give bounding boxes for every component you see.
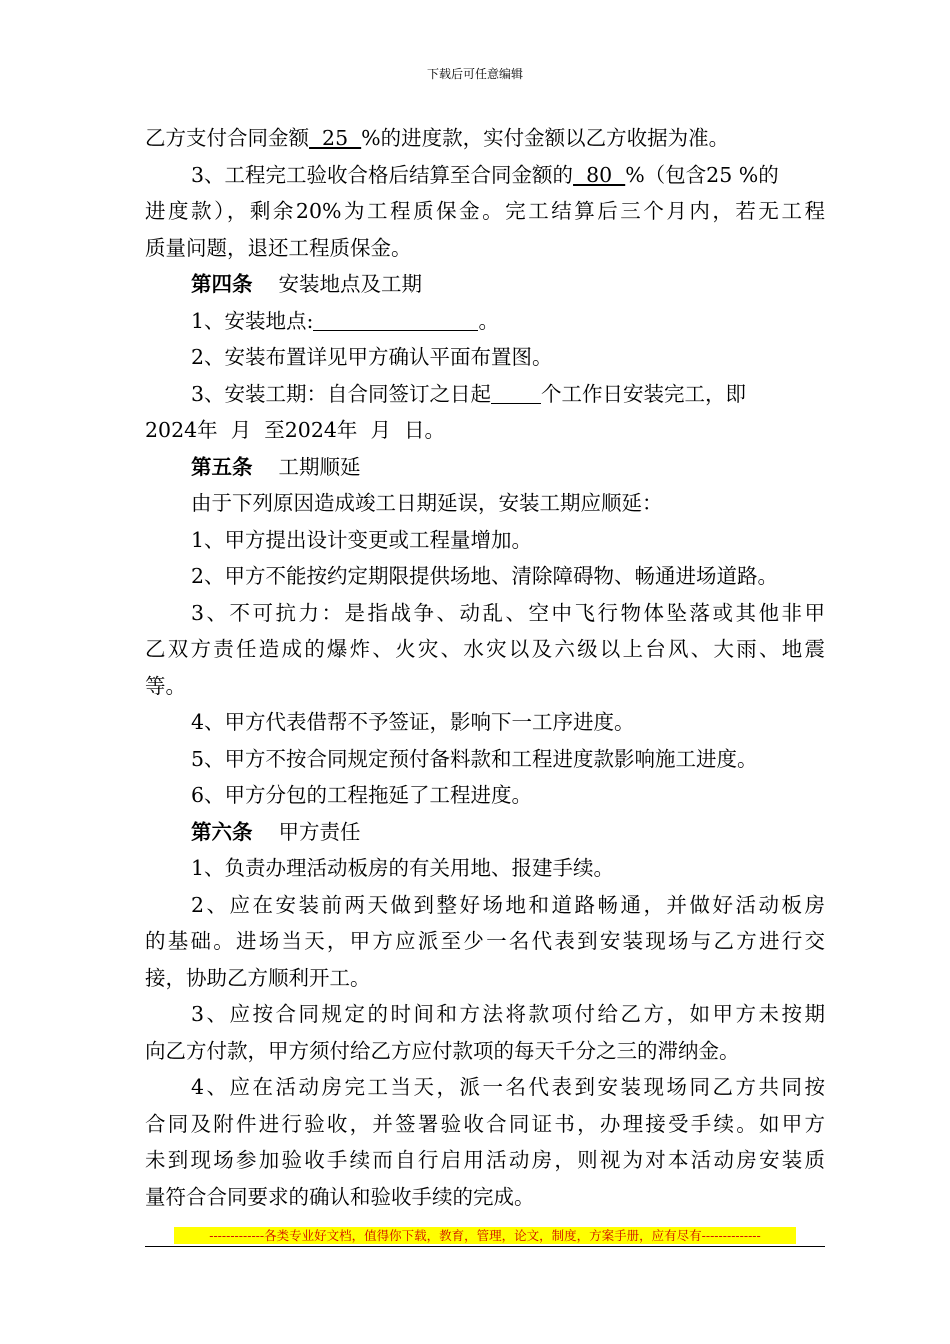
paragraph-line: 的基础。进场当天，甲方应派至少一名代表到安装现场与乙方进行交 (145, 929, 825, 953)
paragraph-line: 2、甲方不能按约定期限提供场地、清除障碍物、畅通进场道路。 (191, 564, 779, 588)
document-body (145, 120, 825, 1215)
article-heading (145, 266, 825, 303)
payment-percent-value: 25 (309, 126, 362, 150)
footer-promo-banner: -------------各类专业好文档，值得你下载，教育，管理，论文，制度，方案手册，应有尽有-------------- (174, 1227, 796, 1244)
footer-divider (145, 1246, 825, 1247)
paragraph-line: 4、应在活动房完工当天，派一名代表到安装现场同乙方共同按 (191, 1075, 825, 1099)
paragraph-line (145, 157, 825, 194)
article-number: 第四条 (191, 272, 253, 296)
paragraph-line: 量符合合同要求的确认和验收手续的完成。 (145, 1184, 535, 1209)
paragraph-line: 进度款），剩余20%为工程质保金。完工结算后三个月内，若无工程 (145, 199, 825, 223)
settlement-percent-value: 80 (573, 162, 626, 187)
paragraph-line (145, 120, 825, 157)
text-segment: 3、安装工期：自合同签订之日起 (191, 381, 492, 406)
paragraph-line: 1、负责办理活动板房的有关用地、报建手续。 (191, 856, 615, 880)
article-heading (145, 449, 825, 486)
paragraph-line: 6、甲方分包的工程拖延了工程进度。 (191, 783, 533, 807)
paragraph-line: 2024年 月 至2024年 月 日。 (145, 418, 445, 442)
header-note: 下载后可任意编辑 (426, 67, 523, 81)
text-segment: %（包含25 %的 (625, 162, 779, 187)
text-segment: 乙方支付合同金额 (145, 126, 309, 150)
text-segment: 3、工程完工验收合格后结算至合同金额的 (191, 162, 574, 187)
paragraph-line: 2、安装布置详见甲方确认平面布置图。 (191, 345, 553, 369)
paragraph-line: 3、应按合同规定的时间和方法将款项付给乙方，如甲方未按期 (191, 1002, 825, 1026)
paragraph-line (145, 376, 825, 413)
paragraph-line: 接，协助乙方顺利开工。 (145, 965, 371, 990)
article-title: 安装地点及工期 (278, 272, 422, 296)
paragraph-line: 5、甲方不按合同规定预付备料款和工程进度款影响施工进度。 (191, 746, 758, 771)
text-segment: 1、安装地点: (191, 308, 314, 333)
location-blank (313, 310, 478, 331)
paragraph-line: 2、应在安装前两天做到整好场地和道路畅通，并做好活动板房 (191, 892, 825, 917)
article-title: 工期顺延 (278, 454, 361, 479)
article-heading (145, 814, 825, 851)
article-title: 甲方责任 (278, 819, 361, 844)
paragraph-line: 4、甲方代表借帮不予签证，影响下一工序进度。 (191, 710, 635, 734)
paragraph-line: 未到现场参加验收手续而自行启用活动房，则视为对本活动房安装质 (145, 1148, 825, 1172)
paragraph-line: 1、甲方提出设计变更或工程量增加。 (191, 527, 533, 552)
text-segment: 。 (478, 308, 499, 333)
paragraph-line: 合同及附件进行验收，并签署验收合同证书，办理接受手续。如甲方 (145, 1111, 825, 1136)
paragraph-line: 向乙方付款，甲方须付给乙方应付款项的每天千分之三的滞纳金。 (145, 1038, 740, 1063)
paragraph-line: 质量问题，退还工程质保金。 (145, 235, 412, 260)
paragraph-line: 乙双方责任造成的爆炸、火灾、水灾以及六级以上台风、大雨、地震 (145, 637, 825, 661)
text-segment: 个工作日安装完工，即 (541, 381, 747, 406)
paragraph-line: 由于下列原因造成竣工日期延误，安装工期应顺延： (191, 491, 663, 515)
article-number: 第五条 (191, 454, 253, 479)
workdays-blank (491, 383, 541, 404)
paragraph-line: 3、不可抗力：是指战争、动乱、空中飞行物体坠落或其他非甲 (191, 600, 825, 625)
text-segment: %的进度款，实付金额以乙方收据为准。 (361, 126, 730, 150)
paragraph-line (145, 303, 825, 340)
article-number: 第六条 (191, 819, 253, 844)
paragraph-line: 等。 (145, 673, 186, 698)
